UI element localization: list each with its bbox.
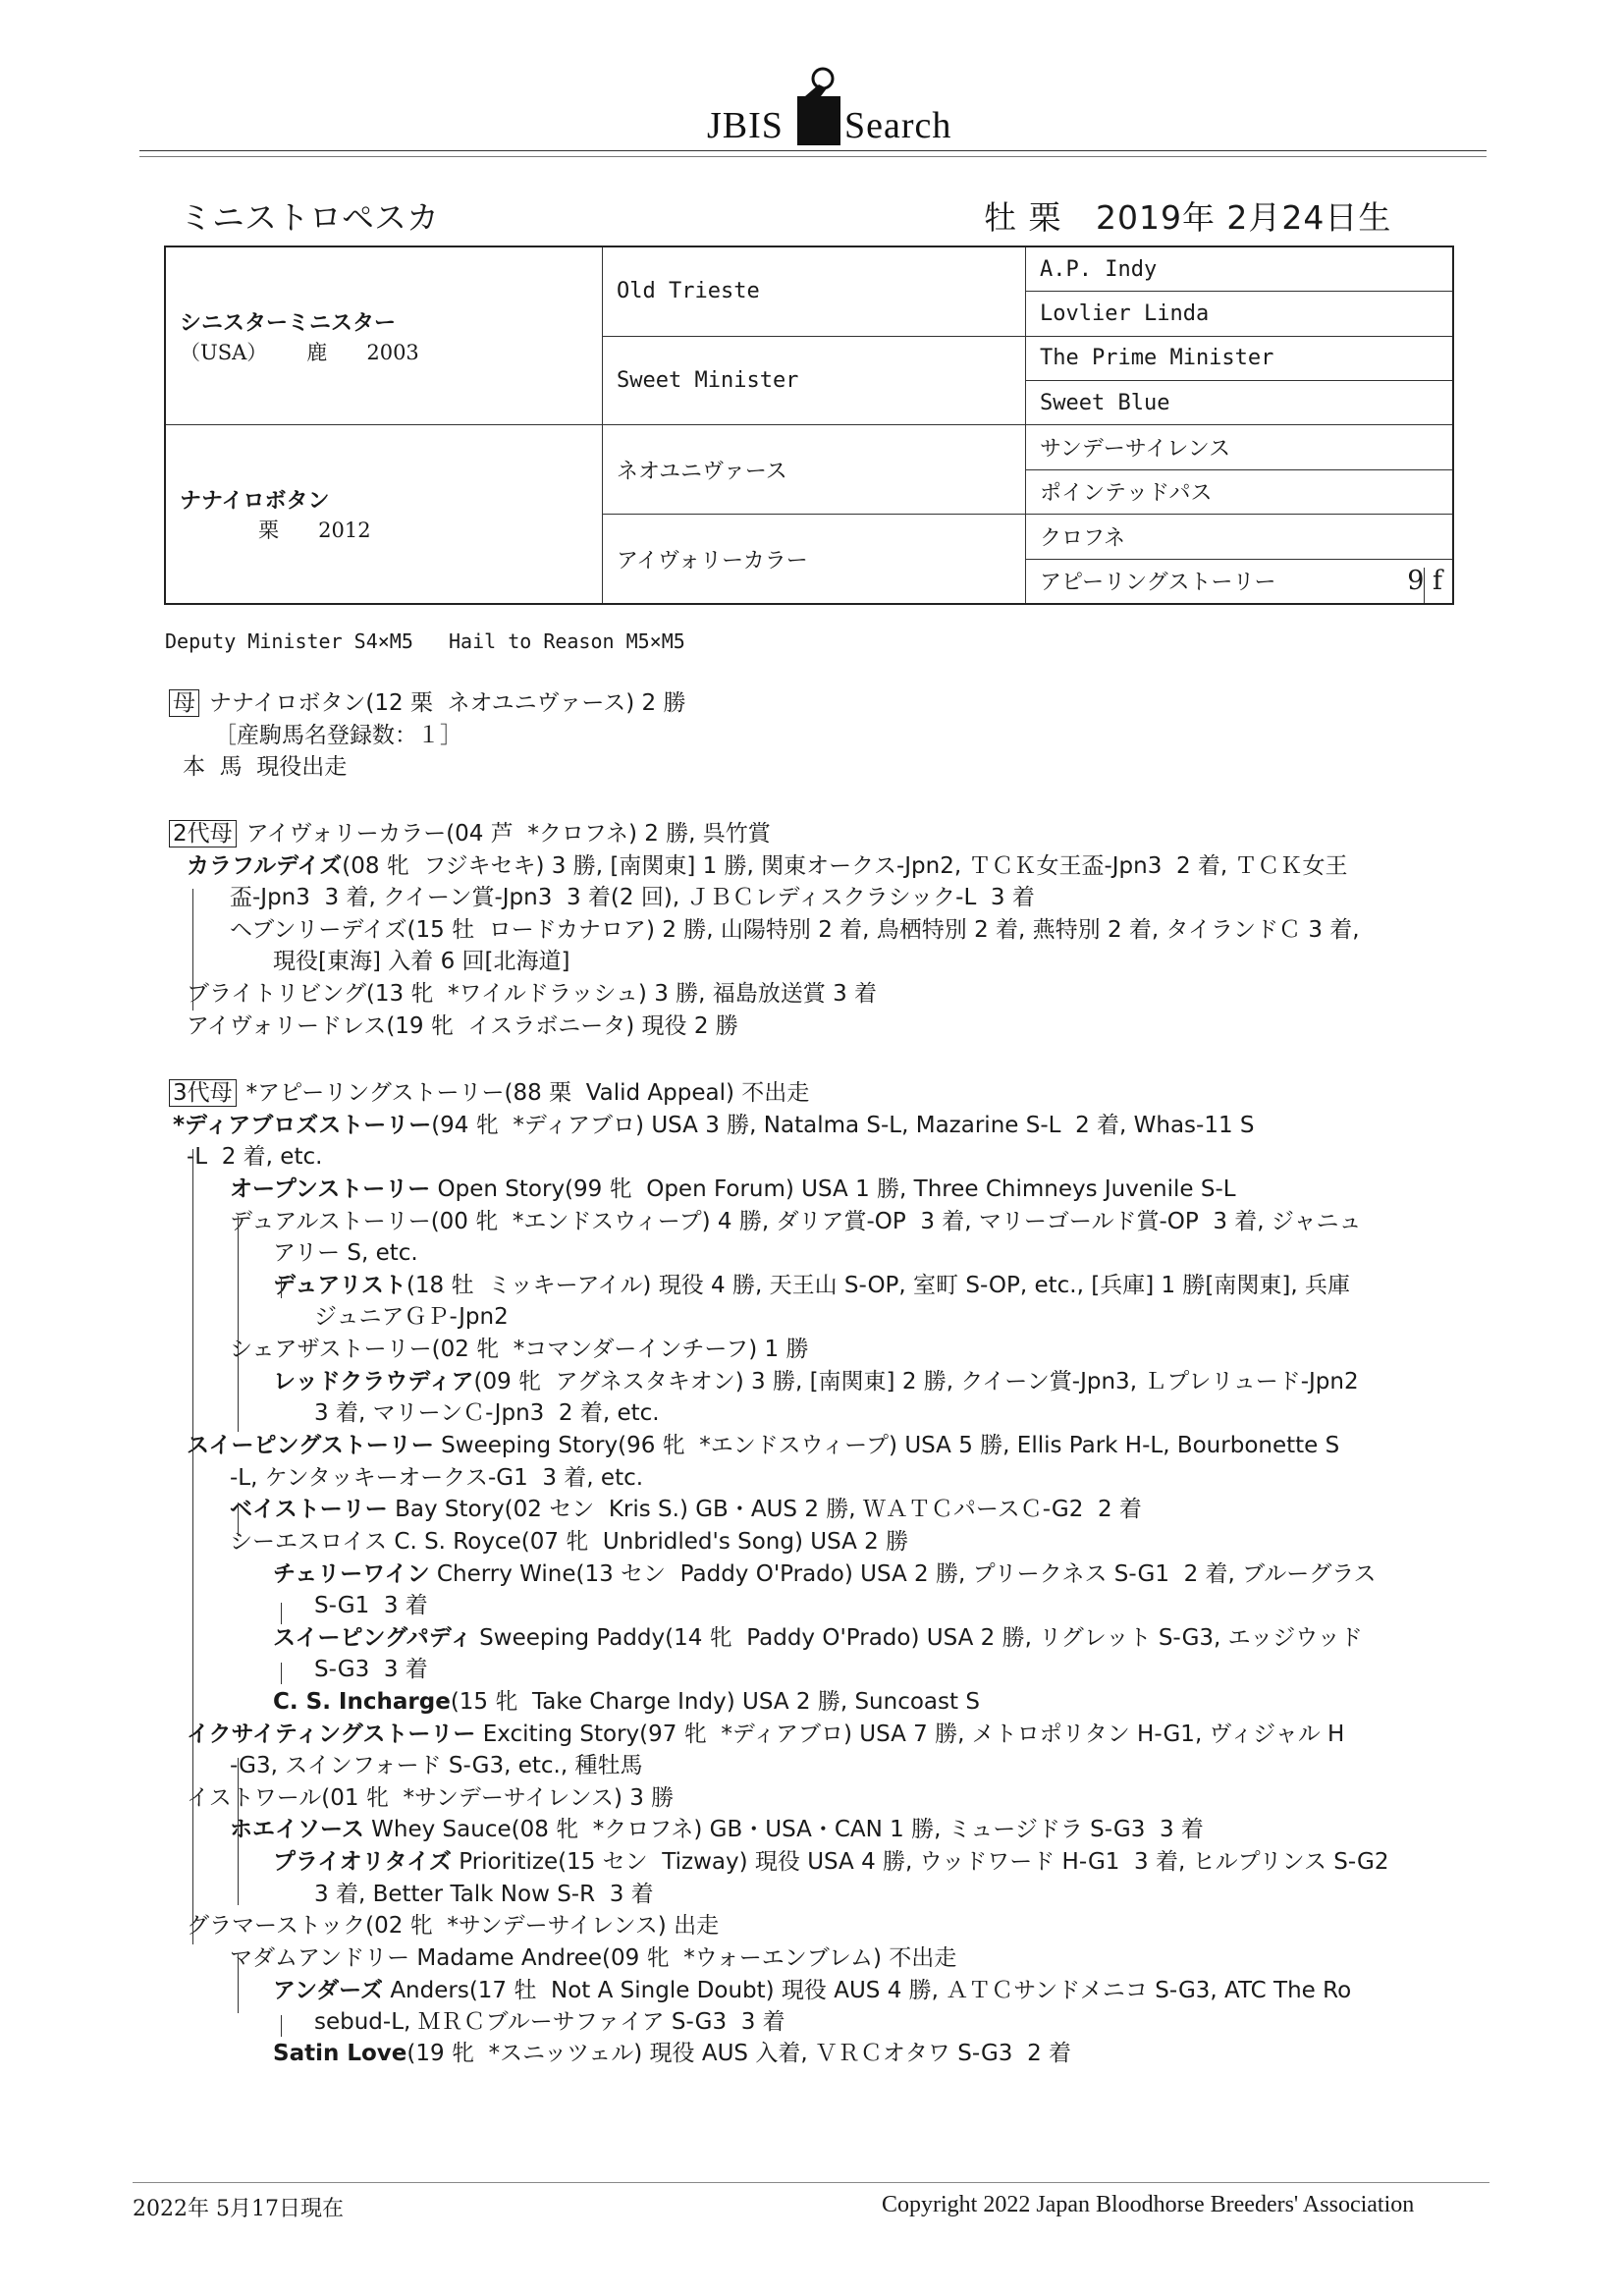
family-line [230, 1755, 643, 1777]
horse-name-bold: スイーピングパディ [273, 1625, 472, 1651]
horse-name-bold: C. S. Incharge [273, 1689, 451, 1715]
horse-info: 牡 栗 2019年 2月24日生 [984, 198, 1392, 237]
family-line [169, 823, 771, 846]
line-text: ナナイロボタン(12 栗 ネオユニヴァース) 2 勝 [209, 690, 686, 716]
line-text: (19 牝 *スニッツェル) 現役 AUS 入着, ＶＲＣオタワ S-G3 2 着 [406, 2041, 1072, 2066]
footer-copyright: Copyright 2022 Japan Bloodhorse Breeders' Association [882, 2192, 1415, 2217]
family-number: 9 f [1407, 566, 1442, 597]
horse-name-bold: デュアリスト [273, 1273, 406, 1298]
family-line [230, 1499, 1142, 1521]
header-rule-thin [139, 156, 1487, 157]
family-line [187, 1015, 738, 1038]
line-text: グラマーストック(02 牝 *サンデーサイレンス) 出走 [187, 1913, 720, 1939]
horse-name-bold: イクサイティングストーリー [187, 1722, 476, 1747]
line-text: ブライトリビング(13 牝 *ワイルドラッシュ) 3 勝, 福島放送賞 3 着 [187, 981, 878, 1007]
family-line [273, 951, 569, 973]
family-line [314, 2011, 785, 2034]
pedigree-table [164, 246, 1454, 605]
line-text: -G3, スインフォード S-G3, etc., 種牡馬 [230, 1753, 643, 1778]
line-text: マダムアンドリー Madame Andree(09 牝 *ウォーエンブレム) 不出走 [230, 1945, 957, 1971]
family-line [273, 1563, 1377, 1586]
family-line [183, 756, 347, 779]
family-line [230, 1339, 808, 1361]
line-text: S-G3 3 着 [314, 1657, 428, 1682]
family-line [169, 692, 686, 715]
line-text: Prioritize(15 セン Tizway) 現役 USA 4 勝, ウッドワード H-G1 3 着, ヒルプリンス S-G2 [451, 1849, 1389, 1875]
horse-name-bold: レッドクラウディア [273, 1369, 474, 1394]
family-line [187, 983, 877, 1006]
family-line [230, 1178, 1236, 1201]
section-tag: 3代母 [169, 1079, 237, 1107]
line-text: 3 着, Better Talk Now S-R 3 着 [314, 1882, 654, 1907]
section-tag: 母 [169, 689, 199, 717]
line-text: ヘブンリーデイズ(15 牡 ロードカナロア) 2 勝, 山陽特別 2 着, 鳥栖特別 2 着, 燕特別 2 着, タイランドＣ 3 着, [230, 917, 1360, 943]
line-text: ジュニアＧＰ-Jpn2 [314, 1304, 509, 1330]
sire-details: （USA） 鹿 2003 [180, 340, 419, 364]
horse-name-bold: ホエイソース [230, 1817, 364, 1842]
line-text: S-G1 3 着 [314, 1593, 428, 1618]
dam-cell [165, 425, 603, 604]
family-line [230, 1819, 1204, 1841]
family-line [187, 1915, 719, 1938]
line-text: (94 牝 *ディアブロ) USA 3 勝, Natalma S-L, Mazarine S-L 2 着, Whas-11 S [431, 1113, 1255, 1138]
horse-name-bold: プライオリタイズ [273, 1849, 452, 1875]
family-line [230, 1211, 1361, 1233]
logo-search-text: Search [844, 105, 952, 146]
line-text: Bay Story(02 セン Kris S.) GB・AUS 2 勝, ＷＡＴＣパースＣ-G2 2 着 [387, 1497, 1142, 1522]
line-text: アイヴォリーカラー(04 芦 *クロフネ) 2 勝, 呉竹賞 [245, 821, 771, 847]
horse-name-bold: スイーピングストーリー [187, 1433, 434, 1458]
line-text: Sweeping Story(96 牝 *エンドスウィープ) USA 5 勝, Ellis Park H-L, Bourbonette S [433, 1433, 1340, 1458]
dam-details: 栗 2012 [180, 519, 371, 543]
line-text: イストワール(01 牝 *サンデーサイレンス) 3 勝 [187, 1785, 675, 1811]
family-line [314, 1306, 509, 1329]
family-line [230, 1947, 956, 1970]
line-text: Open Story(99 牝 Open Forum) USA 1 勝, Three Chimneys Juvenile S-L [430, 1176, 1236, 1202]
dam-sire: ネオユニヴァース [603, 425, 1026, 515]
dam-dam: アイヴォリーカラー [603, 515, 1026, 604]
sire-name: シニスターミニスター [180, 310, 397, 336]
horse-name-bold: Satin Love [273, 2041, 407, 2066]
line-text: シーエスロイス C. S. Royce(07 牝 Unbridled's Song) USA 2 勝 [230, 1529, 909, 1555]
pedigree-g3-cell: Sweet Blue [1026, 381, 1454, 425]
horse-name-bold: カラフルデイズ [187, 853, 343, 879]
pedigree-g3-last-cell [1026, 559, 1454, 604]
horse-name-bold: ベイストーリー [230, 1497, 388, 1522]
lineage-bar [281, 1277, 282, 1298]
line-text: *アピーリングストーリー(88 栗 Valid Appeal) 不出走 [245, 1080, 810, 1106]
inbreeding-line: Deputy Minister S4×M5 Hail to Reason M5×M5 [165, 629, 685, 653]
horse-name: ミニストロペスカ [180, 198, 439, 237]
lineage-bar [238, 1503, 239, 1536]
family-line [273, 1371, 1359, 1394]
pedigree-g3-cell: サンデーサイレンス [1026, 425, 1454, 469]
family-line [273, 1627, 1363, 1650]
family-line [230, 887, 1035, 909]
section-tag: 2代母 [169, 820, 237, 847]
family-line [314, 1884, 654, 1906]
horse-name-bold: チェリーワイン [273, 1561, 430, 1587]
line-text: シェアザストーリー(02 牝 *コマンダーインチーフ) 1 勝 [230, 1337, 809, 1362]
family-line [230, 1467, 643, 1490]
dam-name: ナナイロボタン [180, 489, 330, 515]
pedigree-g3-cell: ポインテッドパス [1026, 469, 1454, 514]
line-text: デュアルストーリー(00 牝 *エンドスウィープ) 4 勝, ダリア賞-OP 3 着, マリーゴールド賞-OP 3 着, ジャニュ [230, 1209, 1362, 1234]
lineage-bar [281, 1663, 282, 1684]
jbis-search-logo [707, 61, 962, 149]
family-line [214, 725, 462, 747]
family-line [187, 1787, 674, 1810]
family-line [273, 1980, 1351, 2002]
lineage-bar [238, 1758, 239, 1905]
family-line [169, 1082, 809, 1105]
sire-sire: Old Trieste [603, 246, 1026, 336]
family-line [314, 1595, 428, 1617]
family-divider [1424, 568, 1425, 603]
lineage-bar [238, 1954, 239, 2013]
sire-cell [165, 246, 603, 425]
line-text: Cherry Wine(13 セン Paddy O'Prado) USA 2 勝, プリークネス S-G1 2 着, ブルーグラス [429, 1561, 1377, 1587]
line-text: 本 馬 現役出走 [183, 754, 348, 780]
family-line [273, 1242, 418, 1265]
pedigree-g3-cell: Lovlier Linda [1026, 292, 1454, 336]
family-line [230, 919, 1360, 942]
pedigree-g3-cell: A.P. Indy [1026, 246, 1454, 292]
footer-rule [133, 2182, 1489, 2183]
line-text: アリー S, etc. [273, 1240, 418, 1266]
lineage-bar [281, 1603, 282, 1624]
family-line [273, 1851, 1389, 1874]
lineage-bar [281, 2015, 282, 2037]
lineage-bar [192, 889, 193, 1011]
family-line [314, 1659, 428, 1681]
family-line [273, 1275, 1350, 1297]
line-text: (15 牝 Take Charge Indy) USA 2 勝, Suncoast S [450, 1689, 980, 1715]
line-text: アイヴォリードレス(19 牝 イスラボニータ) 現役 2 勝 [187, 1013, 738, 1039]
line-text: Exciting Story(97 牝 *ディアブロ) USA 7 勝, メトロポリタン H-G1, ヴィジャル H [475, 1722, 1345, 1747]
horse-name-bold: アンダーズ [273, 1978, 384, 2003]
line-text: (08 牝 フジキセキ) 3 勝, [南関東] 1 勝, 関東オークス-Jpn2, ＴＣＫ女王盃-Jpn3 2 着, ＴＣＫ女王 [342, 853, 1348, 879]
lineage-bar [238, 1404, 239, 1430]
line-text: Anders(17 牡 Not A Single Doubt) 現役 AUS 4 勝, ＡＴＣサンドメニコ S-G3, ATC The Ro [383, 1978, 1352, 2003]
family-line [187, 1146, 322, 1169]
family-line [173, 1115, 1255, 1137]
line-text: -L, ケンタッキーオークス-G1 3 着, etc. [230, 1465, 644, 1491]
line-text: 3 着, マリーンＣ-Jpn3 2 着, etc. [314, 1400, 660, 1426]
line-text: sebud-L, ＭＲＣブルーサファイア S-G3 3 着 [314, 2009, 785, 2035]
lineage-bar [192, 1149, 193, 1944]
lineage-bar [238, 1216, 239, 1432]
family-line [314, 1402, 660, 1425]
family-line [273, 1691, 980, 1714]
logo-jbis-text: JBIS [707, 105, 784, 146]
line-text: Whey Sauce(08 牝 *クロフネ) GB・USA・CAN 1 勝, ミュージドラ S-G3 3 着 [363, 1817, 1204, 1842]
family-line [187, 1435, 1339, 1457]
family-line [187, 855, 1348, 878]
family-line [187, 1723, 1344, 1746]
footer-date: 2022年 5月17日現在 [133, 2197, 344, 2221]
horse-name-bold: *ディアブロズストーリー [173, 1113, 432, 1138]
pedigree-g3-cell: The Prime Minister [1026, 336, 1454, 380]
horse-name-bold: オープンストーリー [230, 1176, 431, 1202]
line-text: (18 牡 ミッキーアイル) 現役 4 勝, 天王山 S-OP, 室町 S-OP, etc., [兵庫] 1 勝[南関東], 兵庫 [406, 1273, 1350, 1298]
family-line [273, 2043, 1071, 2065]
line-text: 盃-Jpn3 3 着, クイーン賞-Jpn3 3 着(2 回), ＪＢＣレディスクラシック-L 3 着 [230, 885, 1035, 910]
pedigree-g3-name: アピーリングストーリー [1040, 571, 1276, 596]
line-text: Sweeping Paddy(14 牝 Paddy O'Prado) USA 2 勝, リグレット S-G3, エッジウッド [471, 1625, 1363, 1651]
line-text: 現役[東海] 入着 6 回[北海道] [273, 949, 570, 974]
line-text: (09 牝 アグネスタキオン) 3 勝, [南関東] 2 勝, クイーン賞-Jpn3, Ｌプレリュード-Jpn2 [473, 1369, 1359, 1394]
header-rule [139, 150, 1487, 151]
sire-dam: Sweet Minister [603, 336, 1026, 425]
family-line [230, 1531, 908, 1554]
logo-figure-icon [797, 96, 840, 145]
pedigree-g3-cell: クロフネ [1026, 515, 1454, 559]
line-text: -L 2 着, etc. [187, 1144, 323, 1170]
line-text: ［産駒馬名登録数：１］ [214, 723, 462, 748]
